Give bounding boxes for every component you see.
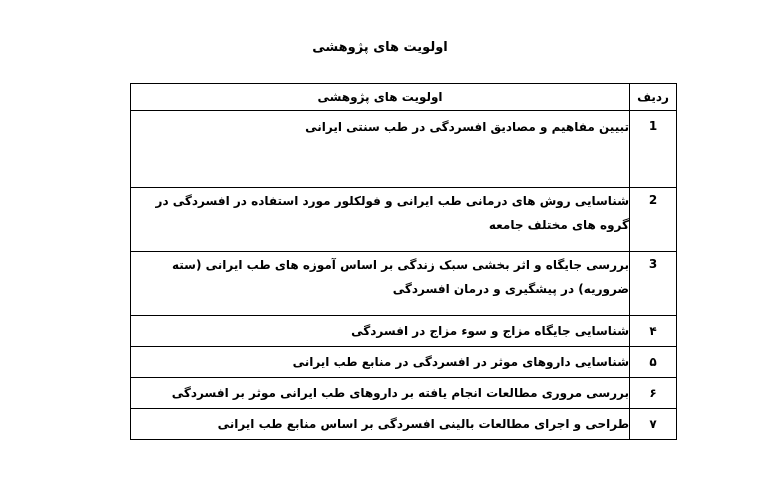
table-row [131,252,677,316]
row-topic: طراحی و اجرای مطالعات بالینی افسردگی بر اساس منابع طب ایرانی [131,409,630,440]
row-topic: شناسایی جایگاه مزاج و سوء مزاج در افسردگی [131,316,630,347]
row-topic: شناسایی روش های درمانی طب ایرانی و فولکلور مورد استفاده در افسردگی در گروه های مختلف جامعه [131,188,630,252]
row-topic: تبیین مفاهیم و مصادیق افسردگی در طب سنتی ایرانی [131,111,630,188]
table-row [131,111,677,188]
table-row [131,316,677,347]
row-number: 1 [630,111,677,188]
table-row [131,409,677,440]
row-topic: بررسی جایگاه و اثر بخشی سبک زندگی بر اساس آموزه های طب ایرانی (سته ضروریه) در پیشگیری و درمان افسردگی [131,252,630,316]
header-row-number: ردیف [630,84,677,111]
table-row [131,347,677,378]
row-number: ۷ [630,409,677,440]
row-number: ۴ [630,316,677,347]
row-topic: شناسایی داروهای موثر در افسردگی در منابع طب ایرانی [131,347,630,378]
table-row [131,378,677,409]
row-number: ۶ [630,378,677,409]
row-number: 3 [630,252,677,316]
document-title-text: اولویت های پژوهشی [312,40,448,55]
row-number: ۵ [630,347,677,378]
row-number: 2 [630,188,677,252]
research-priorities-table [130,83,677,440]
document-title [0,40,764,55]
table-header-row [131,84,677,111]
header-research-priority: اولویت های پژوهشی [131,84,630,111]
table-row [131,188,677,252]
row-topic: بررسی مروری مطالعات انجام یافته بر داروهای طب ایرانی موثر بر افسردگی [131,378,630,409]
